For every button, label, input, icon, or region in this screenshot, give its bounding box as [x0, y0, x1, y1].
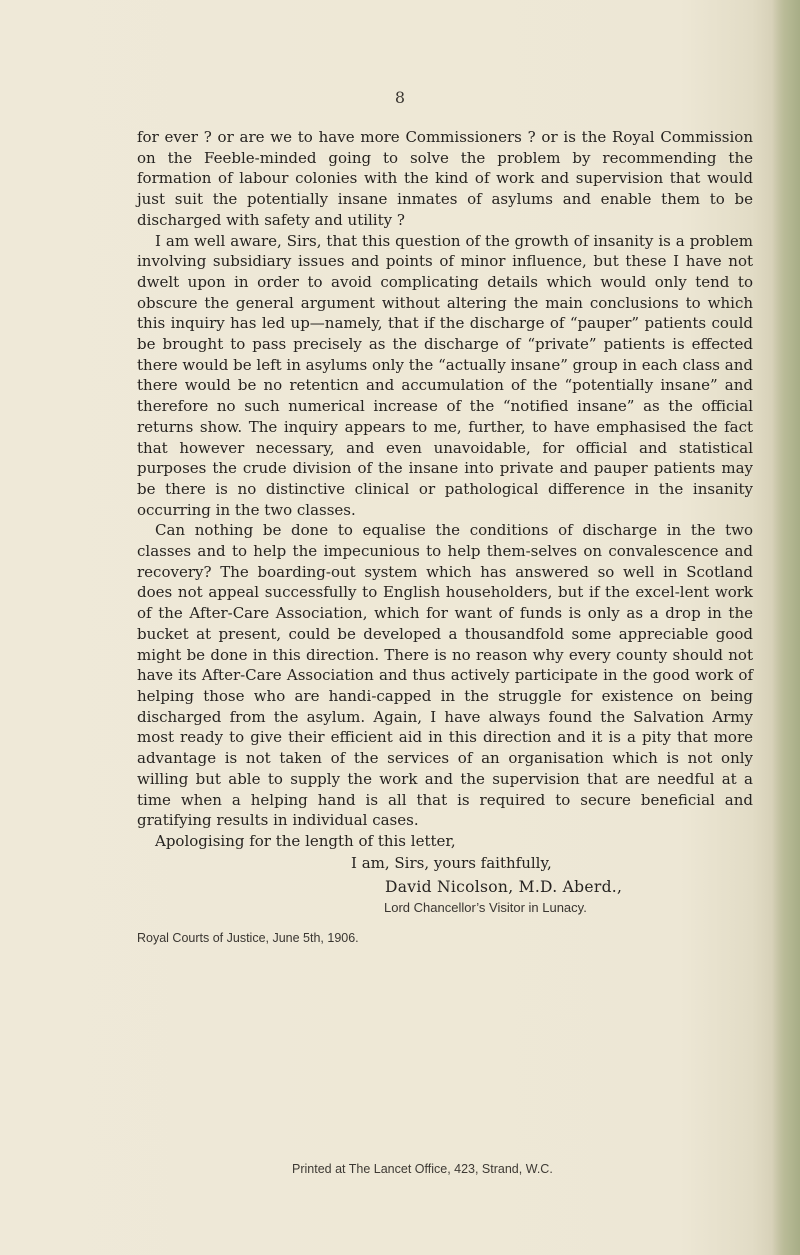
page-number: 8	[394, 88, 406, 107]
paragraph-1: for ever ? or are we to have more Commissioners ? or is the Royal Commission on the Feeble-minded going to solve the problem by recommending the formation of labour colonies with the kind of work and supervision that would just suit the potentially insane inmates of asylums and enable them to be discharged with safety and utility ?	[137, 128, 753, 229]
letter-body	[137, 127, 753, 948]
location-date: Royal Courts of Justice, June 5th, 1906.	[137, 930, 359, 945]
closing-line: Apologising for the length of this letter,	[155, 831, 456, 850]
paragraph-2: I am well aware, Sirs, that this question of the growth of insanity is a problem involving subsidiary issues and points of minor influence, but these I have not dwelt upon in order to avoid complicating details which would only tend to obscure the general argument without altering the main conclusions to which this inquiry has led up—namely, that if the discharge of “pauper” patients could be brought to pass precisely as the discharge of “private” patients is effected there would be left in asylums only the “actually insane” group in each class and there would be no retenticn and accumulation of the “potentially insane” and therefore no such numerical increase of the “notified insane” as the official returns show. The inquiry appears to me, further, to have emphasised the fact that however necessary, and even unavoidable, for official and statistical purposes the crude division of the insane into private and pauper patients may be there is no distinctive clinical or pathological difference in the insanity occurring in the two classes.	[137, 231, 753, 519]
signature-title: Lord Chancellor’s Visitor in Lunacy.	[384, 899, 587, 915]
paragraph-3: Can nothing be done to equalise the conditions of discharge in the two classes and to help the impecunious to help them-selves on convalescence and recovery? The boarding-out system which has answered so well in Scotland does not appeal successfully to English householders, but if the excel-lent work of the After-Care Association, which for want of funds is only as a drop in the bucket at present, could be developed a thousandfold some appreciable good might be done in this direction. There is no reason why every county should not have its After-Care Association and thus actively participate in the good work of helping those who are handi-capped in the struggle for existence on being discharged from the asylum. Again, I have always found the Salvation Army most ready to give their efficient aid in this direction and it is a pity that more advantage is not taken of the services of an organisation which is not only willing but able to supply the work and the supervision that are needful at a time when a helping hand is all that is required to secure beneficial and gratifying results in individual cases.	[137, 521, 753, 830]
page-edge-shadow	[772, 0, 800, 1255]
signature-name: David Nicolson, M.D. Aberd.,	[385, 877, 623, 896]
sign-off: I am, Sirs, yours faithfully,	[351, 853, 552, 872]
printer-imprint: Printed at The Lancet Office, 423, Strand, W.C.	[292, 1162, 553, 1176]
